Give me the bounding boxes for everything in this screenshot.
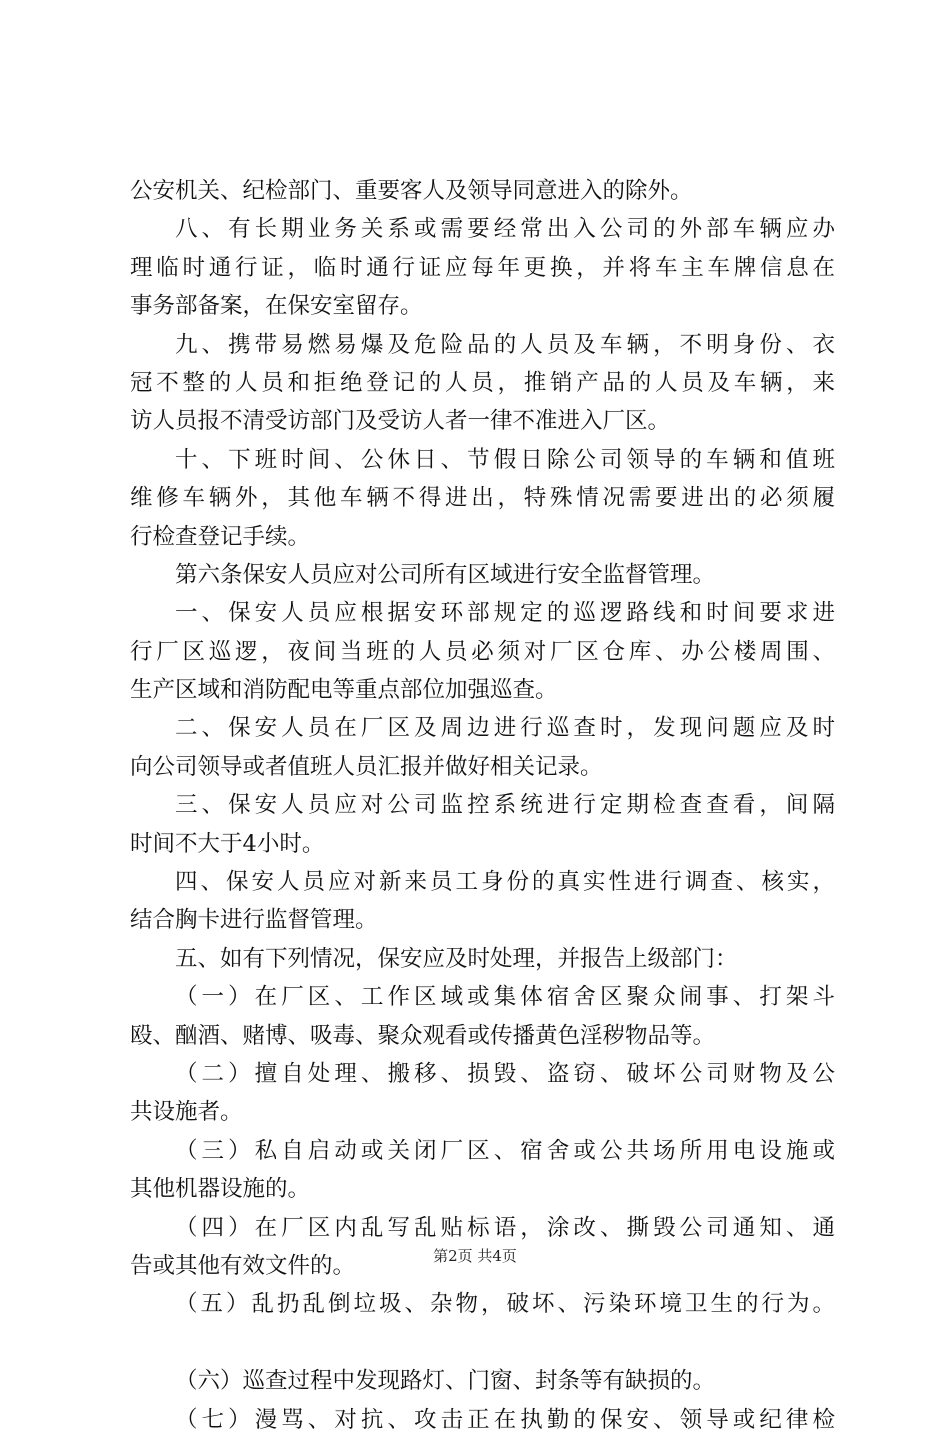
text-line: 共设施者。 bbox=[130, 1099, 243, 1126]
text-line: （一）在厂区、工作区域或集体宿舍区聚众闹事、打架斗 bbox=[175, 984, 835, 1011]
text-line: 殴、酗酒、赌博、吸毒、聚众观看或传播黄色淫秽物品等。 bbox=[130, 1022, 716, 1049]
text-line: 八、有长期业务关系或需要经常出入公司的外部车辆应办 bbox=[175, 216, 835, 243]
text-line: （二）擅自处理、搬移、损毁、盗窃、破坏公司财物及公 bbox=[175, 1060, 835, 1087]
text-line: （五）乱扔乱倒垃圾、杂物，破坏、污染环境卫生的行为。 bbox=[175, 1291, 835, 1318]
text-line: 访人员报不清受访部门及受访人者一律不准进入厂区。 bbox=[130, 408, 671, 435]
text-line: 事务部备案，在保安室留存。 bbox=[130, 293, 423, 320]
text-line: 公安机关、纪检部门、重要客人及领导同意进入的除外。 bbox=[130, 178, 693, 204]
page-footer: 第2页 共4页 bbox=[433, 1247, 517, 1265]
text-line: 五、如有下列情况，保安应及时处理，并报告上级部门： bbox=[175, 945, 738, 972]
text-line: 一、保安人员应根据安环部规定的巡逻路线和时间要求进 bbox=[175, 600, 835, 627]
text-line: 时间不大于4小时。 bbox=[130, 830, 325, 857]
text-line: 其他机器设施的。 bbox=[130, 1176, 311, 1203]
text-line: 理临时通行证，临时通行证应每年更换，并将车主车牌信息在 bbox=[130, 254, 835, 281]
text-line: 生产区域和消防配电等重点部位加强巡查。 bbox=[130, 677, 558, 704]
text-line: 二、保安人员在厂区及周边进行巡查时，发现问题应及时 bbox=[175, 715, 835, 742]
text-line: 行厂区巡逻，夜间当班的人员必须对厂区仓库、办公楼周围、 bbox=[130, 638, 835, 665]
text-line: 向公司领导或者值班人员汇报并做好相关记录。 bbox=[130, 753, 603, 780]
text-line: 四、保安人员应对新来员工身份的真实性进行调查、核实， bbox=[175, 869, 835, 896]
text-line: （三）私自启动或关闭厂区、宿舍或公共场所用电设施或 bbox=[175, 1137, 835, 1164]
text-line: 第六条保安人员应对公司所有区域进行安全监督管理。 bbox=[175, 561, 716, 588]
text-line: （六）巡查过程中发现路灯、门窗、封条等有缺损的。 bbox=[175, 1368, 716, 1395]
text-line: （四）在厂区内乱写乱贴标语，涂改、撕毁公司通知、通 bbox=[175, 1214, 835, 1241]
text-line: 维修车辆外，其他车辆不得进出，特殊情况需要进出的必须履 bbox=[130, 485, 835, 512]
text-line: 十、下班时间、公休日、节假日除公司领导的车辆和值班 bbox=[175, 446, 835, 473]
text-line: 九、携带易燃易爆及危险品的人员及车辆，不明身份、衣 bbox=[175, 331, 835, 358]
text-line: 告或其他有效文件的。 bbox=[130, 1252, 356, 1279]
text-line: （七）漫骂、对抗、攻击正在执勤的保安、领导或纪律检 bbox=[175, 1406, 835, 1433]
text-line: 行检查登记手续。 bbox=[130, 523, 311, 550]
text-line: 冠不整的人员和拒绝登记的人员，推销产品的人员及车辆，来 bbox=[130, 369, 835, 396]
text-line: 结合胸卡进行监督管理。 bbox=[130, 907, 378, 934]
text-line: 三、保安人员应对公司监控系统进行定期检查查看，间隔 bbox=[175, 792, 835, 819]
blank-line bbox=[130, 1324, 835, 1362]
